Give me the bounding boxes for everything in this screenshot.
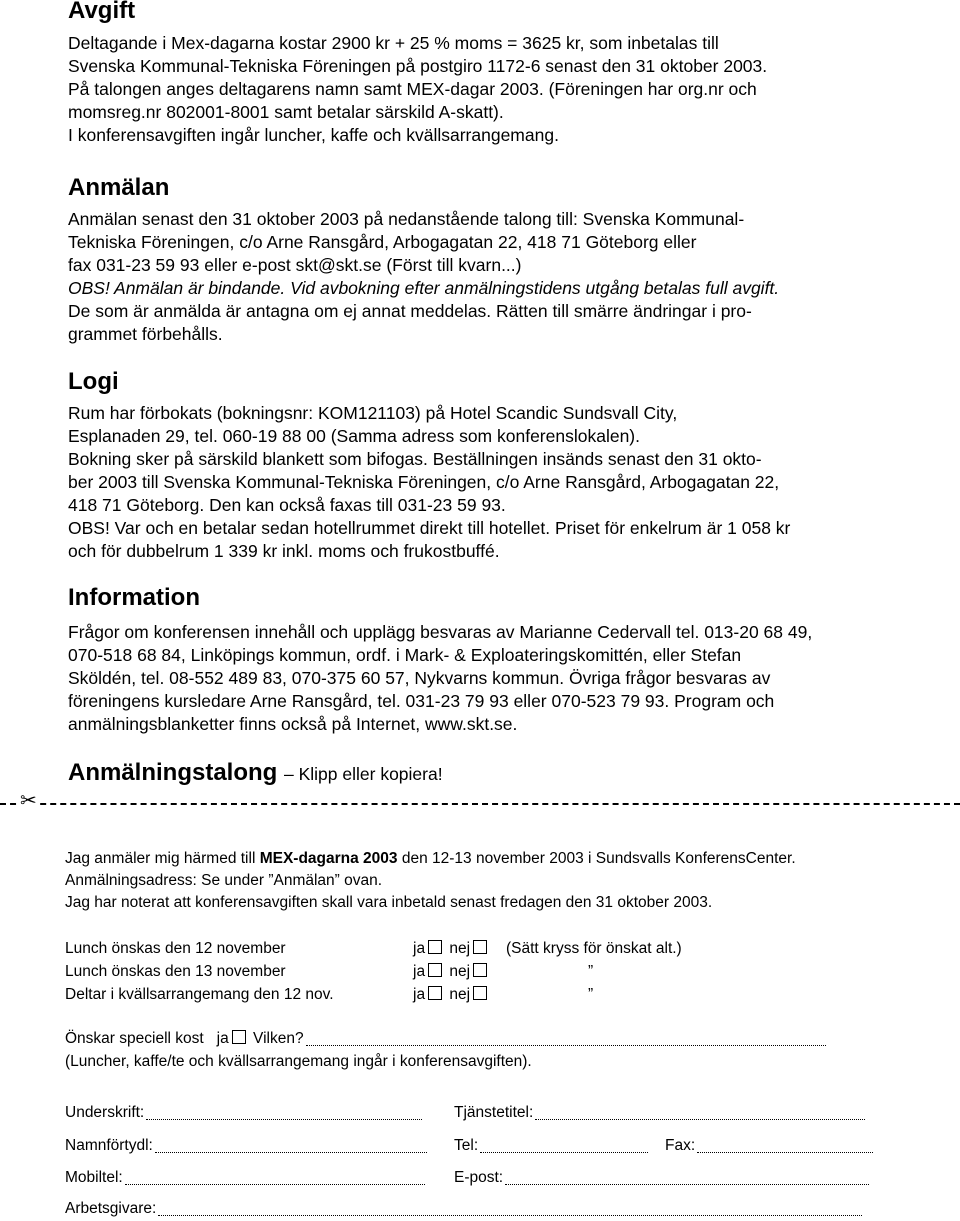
- yes-label: ja: [413, 986, 426, 1003]
- choice-row-evening: [413, 985, 490, 1005]
- text-line: anmälningsblanketter finns också på Internet, www.skt.se.: [68, 714, 518, 734]
- employer-row: [65, 1199, 862, 1219]
- mobile-row: [65, 1168, 425, 1188]
- text-line: I konferensavgiften ingår luncher, kaffe och kvällsarrangemang.: [68, 125, 559, 145]
- information-text: [68, 621, 948, 736]
- yes-checkbox[interactable]: [428, 986, 442, 1000]
- text-line: 070-518 68 84, Linköpings kommun, ordf. i Mark- & Exploateringskomittén, eller Stefan: [68, 645, 742, 665]
- title-field[interactable]: [535, 1105, 865, 1120]
- choice-note: ”: [588, 963, 594, 980]
- signature-label: Underskrift:: [65, 1104, 145, 1121]
- diet-yes-checkbox[interactable]: [232, 1030, 246, 1044]
- phone-field[interactable]: [480, 1138, 648, 1153]
- signature-row: [65, 1103, 422, 1123]
- choice-label: Lunch önskas den 12 november: [65, 940, 286, 957]
- text-line: föreningens kursledare Arne Ransgård, tel. 031-23 79 93 eller 070-523 79 93. Program och: [68, 691, 775, 711]
- text-line: ber 2003 till Svenska Kommunal-Tekniska Föreningen, c/o Arne Ransgård, Arbogagatan 22,: [68, 472, 780, 492]
- talong-heading: [68, 759, 443, 788]
- name-field[interactable]: [155, 1138, 427, 1153]
- logi-text: [68, 402, 948, 563]
- text-line: 418 71 Göteborg. Den kan också faxas till 031-23 59 93.: [68, 495, 506, 515]
- choice-label: Deltar i kvällsarrangemang den 12 nov.: [65, 986, 334, 1003]
- talong-subtitle: – Klipp eller kopiera!: [284, 764, 443, 784]
- text-line: Tekniska Föreningen, c/o Arne Ransgård, Arbogagatan 22, 418 71 Göteborg eller: [68, 232, 697, 252]
- choice-row-lunch-12: [413, 939, 490, 959]
- intro-suffix: den 12-13 november 2003 i Sundsvalls KonferensCenter.: [397, 850, 796, 867]
- obs-binding-notice: OBS! Anmälan är bindande. Vid avbokning efter anmälningstidens utgång betalas full avgift.: [68, 278, 780, 298]
- text-line: Deltagande i Mex-dagarna kostar 2900 kr + 25 % moms = 3625 kr, som inbetalas till: [68, 33, 719, 53]
- text-line: grammet förbehålls.: [68, 324, 223, 344]
- yes-label: ja: [413, 940, 426, 957]
- signature-field[interactable]: [146, 1105, 422, 1120]
- intro-prefix: Jag anmäler mig härmed till: [65, 850, 260, 867]
- yes-label: ja: [216, 1030, 229, 1047]
- anmalan-heading: Anmälan: [68, 174, 170, 201]
- information-heading: Information: [68, 584, 200, 611]
- text-line: OBS! Var och en betalar sedan hotellrummet direkt till hotellet. Priset för enkelrum är 1 058 kr: [68, 518, 791, 538]
- choice-note: (Sätt kryss för önskat alt.): [506, 940, 682, 957]
- text-line: [65, 848, 945, 870]
- cut-line: [0, 803, 960, 805]
- yes-label: ja: [413, 963, 426, 980]
- avgift-text: [68, 32, 948, 147]
- no-label: nej: [449, 940, 471, 957]
- text-line: Bokning sker på särskild blankett som bifogas. Beställningen insänds senast den 31 okto-: [68, 449, 762, 469]
- name-row: [65, 1136, 427, 1156]
- phone-row: [454, 1136, 648, 1156]
- avgift-heading: Avgift: [68, 0, 136, 24]
- choice-label: Lunch önskas den 13 november: [65, 963, 286, 980]
- email-label: E-post:: [454, 1169, 504, 1186]
- anmalan-text: [68, 208, 948, 346]
- text-line: De som är anmälda är antagna om ej annat meddelas. Rätten till smärre ändringar i pro-: [68, 301, 752, 321]
- employer-field[interactable]: [158, 1201, 862, 1216]
- name-label: Namnförtydl:: [65, 1137, 153, 1154]
- diet-label: Önskar speciell kost: [65, 1030, 204, 1047]
- fax-field[interactable]: [697, 1138, 873, 1153]
- employer-label: Arbetsgivare:: [65, 1200, 157, 1217]
- text-line: Anmälan senast den 31 oktober 2003 på nedanstående talong till: Svenska Kommunal-: [68, 209, 745, 229]
- title-label: Tjänstetitel:: [454, 1104, 534, 1121]
- text-line: och för dubbelrum 1 339 kr inkl. moms och frukostbuffé.: [68, 541, 500, 561]
- scissors-icon: ✂: [20, 790, 37, 812]
- text-line: Jag har noterat att konferensavgiften skall vara inbetald senast fredagen den 31 oktober 2003.: [65, 894, 713, 911]
- diet-row: [65, 1029, 826, 1049]
- diet-which-field[interactable]: [306, 1031, 826, 1046]
- mobile-field[interactable]: [125, 1170, 425, 1185]
- no-checkbox[interactable]: [473, 940, 487, 954]
- text-line: Sköldén, tel. 08-552 489 83, 070-375 60 57, Nykvarns kommun. Övriga frågor besvaras av: [68, 668, 771, 688]
- diet-which-label: Vilken?: [253, 1030, 304, 1047]
- choice-row-lunch-13: [413, 962, 490, 982]
- event-name: MEX-dagarna 2003: [259, 850, 398, 867]
- text-line: Svenska Kommunal-Tekniska Föreningen på postgiro 1172-6 senast den 31 oktober 2003.: [68, 56, 768, 76]
- text-line: Rum har förbokats (bokningsnr: KOM121103) på Hotel Scandic Sundsvall City,: [68, 403, 678, 423]
- text-line: fax 031-23 59 93 eller e-post skt@skt.se (Först till kvarn...): [68, 255, 522, 275]
- no-checkbox[interactable]: [473, 986, 487, 1000]
- text-line: Anmälningsadress: Se under ”Anmälan” ovan.: [65, 872, 383, 889]
- no-label: nej: [449, 963, 471, 980]
- email-row: [454, 1168, 869, 1188]
- talong-title: Anmälningstalong: [68, 759, 278, 786]
- talong-intro: [65, 848, 945, 914]
- no-label: nej: [449, 986, 471, 1003]
- fax-row: [665, 1136, 873, 1156]
- fax-label: Fax:: [665, 1137, 696, 1154]
- text-line: momsreg.nr 802001-8001 samt betalar särskild A-skatt).: [68, 102, 504, 122]
- text-line: Esplanaden 29, tel. 060-19 88 00 (Samma adress som konferenslokalen).: [68, 426, 640, 446]
- text-line: På talongen anges deltagarens namn samt MEX-dagar 2003. (Föreningen har org.nr och: [68, 79, 757, 99]
- phone-label: Tel:: [454, 1137, 479, 1154]
- logi-heading: Logi: [68, 368, 119, 395]
- diet-note: (Luncher, kaffe/te och kvällsarrangemang ingår i konferensavgiften).: [65, 1053, 532, 1070]
- title-row: [454, 1103, 865, 1123]
- no-checkbox[interactable]: [473, 963, 487, 977]
- choice-note: ”: [588, 986, 594, 1003]
- text-line: Frågor om konferensen innehåll och upplägg besvaras av Marianne Cedervall tel. 013-20 68 49,: [68, 622, 813, 642]
- yes-checkbox[interactable]: [428, 963, 442, 977]
- yes-checkbox[interactable]: [428, 940, 442, 954]
- email-field[interactable]: [505, 1170, 869, 1185]
- mobile-label: Mobiltel:: [65, 1169, 123, 1186]
